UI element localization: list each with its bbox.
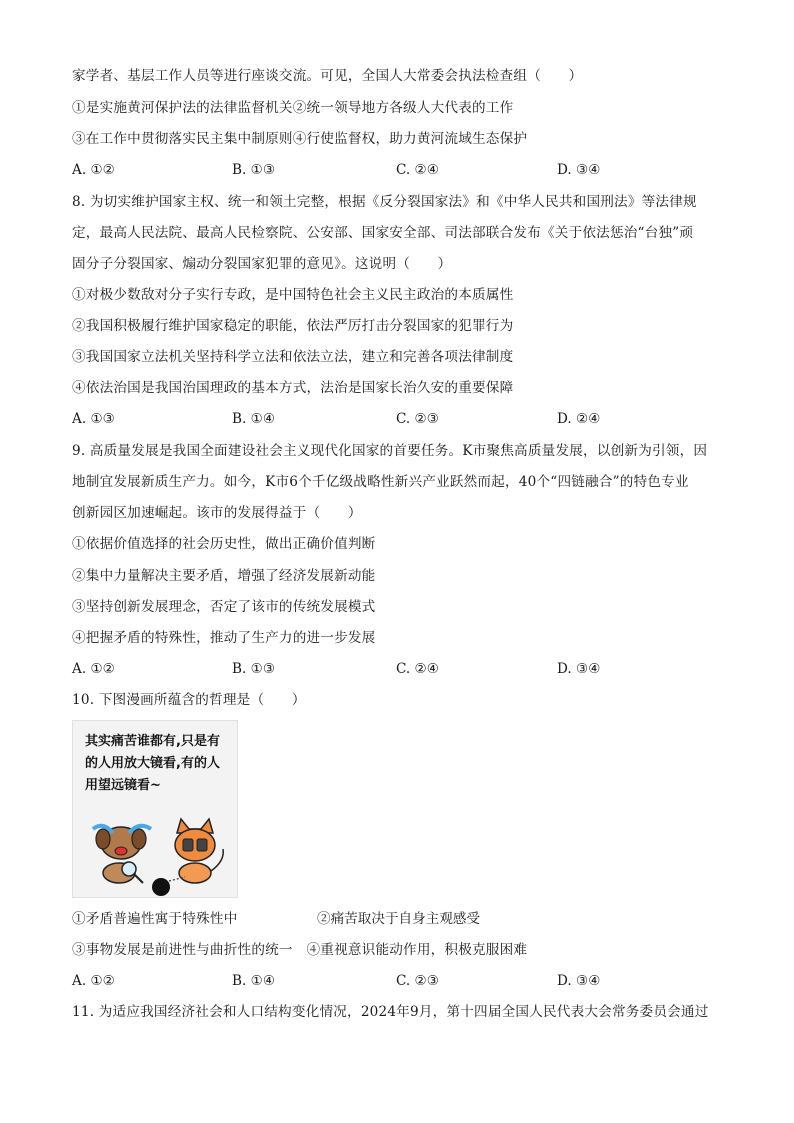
q8-option-a: A. ①③ [72,411,115,427]
q9-option-b: B. ①③ [232,661,276,677]
q11-stem-line-1: 11. 为适应我国经济社会和人口结构变化情况，2024年9月，第十四届全国人民代表大会常务委员会通过 [72,1004,709,1020]
q8-option-c: C. ②③ [396,411,439,427]
q8-stem-line-3: 固分子分裂国家、煽动分裂国家犯罪的意见》。这说明（ ） [72,256,452,272]
cartoon-caption-line-2: 的人用放大镜看,有的人 [85,756,220,771]
q8-option-b: B. ①④ [232,411,276,427]
q7-option-d: D. ③④ [557,162,601,178]
q9-stem-line-3: 创新园区加速崛起。该市的发展得益于（ ） [72,505,362,521]
q7-option-b: B. ①③ [232,162,276,178]
q10-statement-3-4: ③事物发展是前进性与曲折性的统一 ④重视意识能动作用，积极克服困难 [72,942,528,958]
q9-statement-4: ④把握矛盾的特殊性，推动了生产力的进一步发展 [72,630,376,646]
cartoon-drawing [73,721,237,897]
q9-statement-3: ③坚持创新发展理念，否定了该市的传统发展模式 [72,599,376,615]
q8-statement-3: ③我国国家立法机关坚持科学立法和依法立法，建立和完善各项法律制度 [72,349,514,365]
q8-stem-line-1: 8. 为切实维护国家主权、统一和领土完整，根据《反分裂国家法》和《中华人民共和国刑法》等法律规 [72,194,697,210]
q10-option-c: C. ②③ [396,973,439,989]
q10-statement-1: ①矛盾普遍性寓于特殊性中 [72,911,238,927]
cartoon-caption-line-1: 其实痛苦谁都有,只是有 [85,734,220,749]
q9-statement-2: ②集中力量解决主要矛盾，增强了经济发展新动能 [72,568,376,584]
q9-statement-1: ①依据价值选择的社会历史性，做出正确价值判断 [72,536,376,552]
q8-statement-4: ④依法治国是我国治国理政的基本方式，法治是国家长治久安的重要保障 [72,380,514,396]
q8-statement-2: ②我国积极履行维护国家稳定的职能，依法严厉打击分裂国家的犯罪行为 [72,318,514,334]
cat-figure [175,819,223,883]
q9-option-d: D. ③④ [557,661,601,677]
q10-option-d: D. ③④ [557,973,601,989]
q7-stem-tail: 家学者、基层工作人员等进行座谈交流。可见，全国人大常委会执法检查组（ ） [72,68,583,84]
q8-stem-line-2: 定，最高人民法院、最高人民检察院、公安部、国家安全部、司法部联合发布《关于依法惩治“台独”顽 [72,225,694,241]
q9-option-c: C. ②④ [396,661,439,677]
q8-statement-1: ①对极少数敌对分子实行专政，是中国特色社会主义民主政治的本质属性 [72,287,514,303]
q9-stem-line-2: 地制宜发展新质生产力。如今，K市6个千亿级战略性新兴产业跃然而起，40个“四链融合”的特色专业 [72,474,689,490]
q10-option-b: B. ①④ [232,973,276,989]
q7-statement-1-2: ①是实施黄河保护法的法律监督机关②统一领导地方各级人大代表的工作 [72,100,514,116]
cartoon-caption-line-3: 用望远镜看~ [85,778,161,793]
dog-figure [93,826,151,883]
q9-option-a: A. ①② [72,661,115,677]
q10-cartoon [72,720,238,898]
q8-option-d: D. ②④ [557,411,601,427]
q9-stem-line-1: 9. 高质量发展是我国全面建设社会主义现代化国家的首要任务。K市聚焦高质量发展，以创新为引领，因 [72,443,708,459]
q7-option-c: C. ②④ [396,162,439,178]
q10-option-a: A. ①② [72,973,115,989]
q7-statement-3-4: ③在工作中贯彻落实民主集中制原则④行使监督权，助力黄河流域生态保护 [72,131,528,147]
q10-stem: 10. 下图漫画所蕴含的哲理是（ ） [72,692,306,708]
q7-option-a: A. ①② [72,162,115,178]
ball-and-chain [152,877,185,896]
q10-statement-2: ②痛苦取决于自身主观感受 [317,911,481,927]
